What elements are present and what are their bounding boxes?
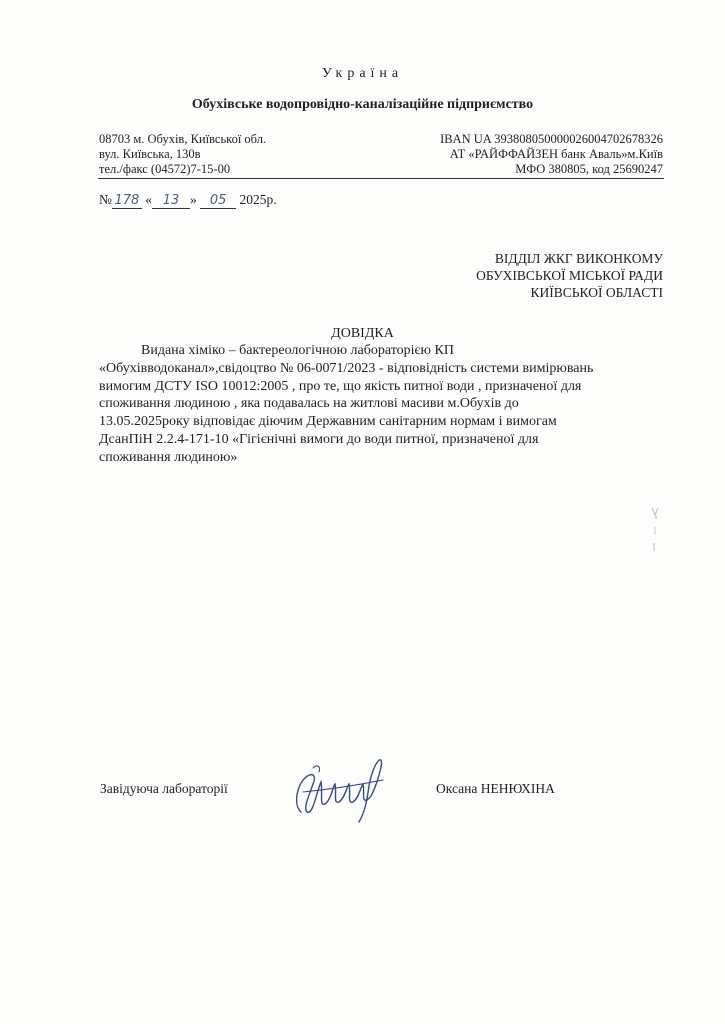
recipient-block (380, 250, 663, 301)
letterhead-divider (98, 178, 664, 179)
recipient-line-2: ОБУХІВСЬКОЇ МІСЬКОЇ РАДИ (476, 268, 663, 283)
organization-name: Обухівське водопровідно-каналізаційне підприємство (191, 97, 534, 112)
body-line-1: Видана хіміко – бактереологічною лабораторією КП (141, 343, 454, 358)
handwritten-signature (283, 750, 393, 830)
ref-number: 178 (114, 193, 140, 208)
bank-details (360, 132, 663, 177)
ref-quote-close: » (190, 192, 197, 207)
body-line-5: 13.05.2025року відповідає діючим Державним санітарним нормам і вимогам (99, 414, 557, 430)
body-line-4: споживання людиною , яка подавалась на житлові масиви м.Обухів до (99, 396, 519, 412)
ref-month-field (200, 192, 236, 209)
bank-iban: IBAN UA 393808050000026004702678326 (440, 132, 663, 146)
ref-month: 05 (209, 193, 227, 208)
ref-day: 13 (162, 193, 180, 208)
body-line-2: «Обухівводоканал»,свідоцтво № 06-0071/2023 - відповідність системи вимірювань (99, 360, 594, 376)
body-line-3: вимогим ДСТУ ISO 10012:2005 , про те, що якість питної води , призначеної для (99, 378, 582, 394)
address-line-street: вул. Київська, 130в (99, 147, 201, 161)
document-title: ДОВІДКА (331, 326, 394, 341)
body-line-6: ДсанПіН 2.2.4-171-10 «Гігієнічні вимоги до води питної, призначеної для (99, 431, 539, 447)
signatory-name: Оксана НЕНЮХІНА (436, 781, 555, 796)
organization-address (99, 132, 266, 177)
bank-name: АТ «РАЙФФАЙЗЕН банк Аваль»м.Київ (449, 147, 663, 161)
signatory-position: Завідуюча лабораторії (100, 781, 228, 796)
ref-number-field (112, 192, 142, 209)
document-reference (99, 192, 277, 209)
scan-margin-marks (649, 505, 663, 555)
country-header: Україна (321, 66, 404, 81)
ref-day-field (152, 192, 190, 209)
recipient-line-1: ВІДДІЛ ЖКГ ВИКОНКОМУ (494, 251, 663, 266)
address-line-city: 08703 м. Обухів, Київської обл. (99, 132, 267, 146)
body-line-7: споживання людиною» (99, 449, 238, 465)
ref-number-prefix: № (99, 192, 112, 207)
ref-year: 2025р. (239, 192, 277, 207)
bank-mfo: МФО 380805, код 25690247 (515, 162, 663, 176)
address-line-phone: тел./факс (04572)7-15-00 (99, 162, 231, 176)
ref-quote-open: « (145, 192, 153, 207)
document-body (99, 342, 669, 467)
recipient-line-3: КИЇВСЬКОЇ ОБЛАСТІ (530, 285, 663, 300)
